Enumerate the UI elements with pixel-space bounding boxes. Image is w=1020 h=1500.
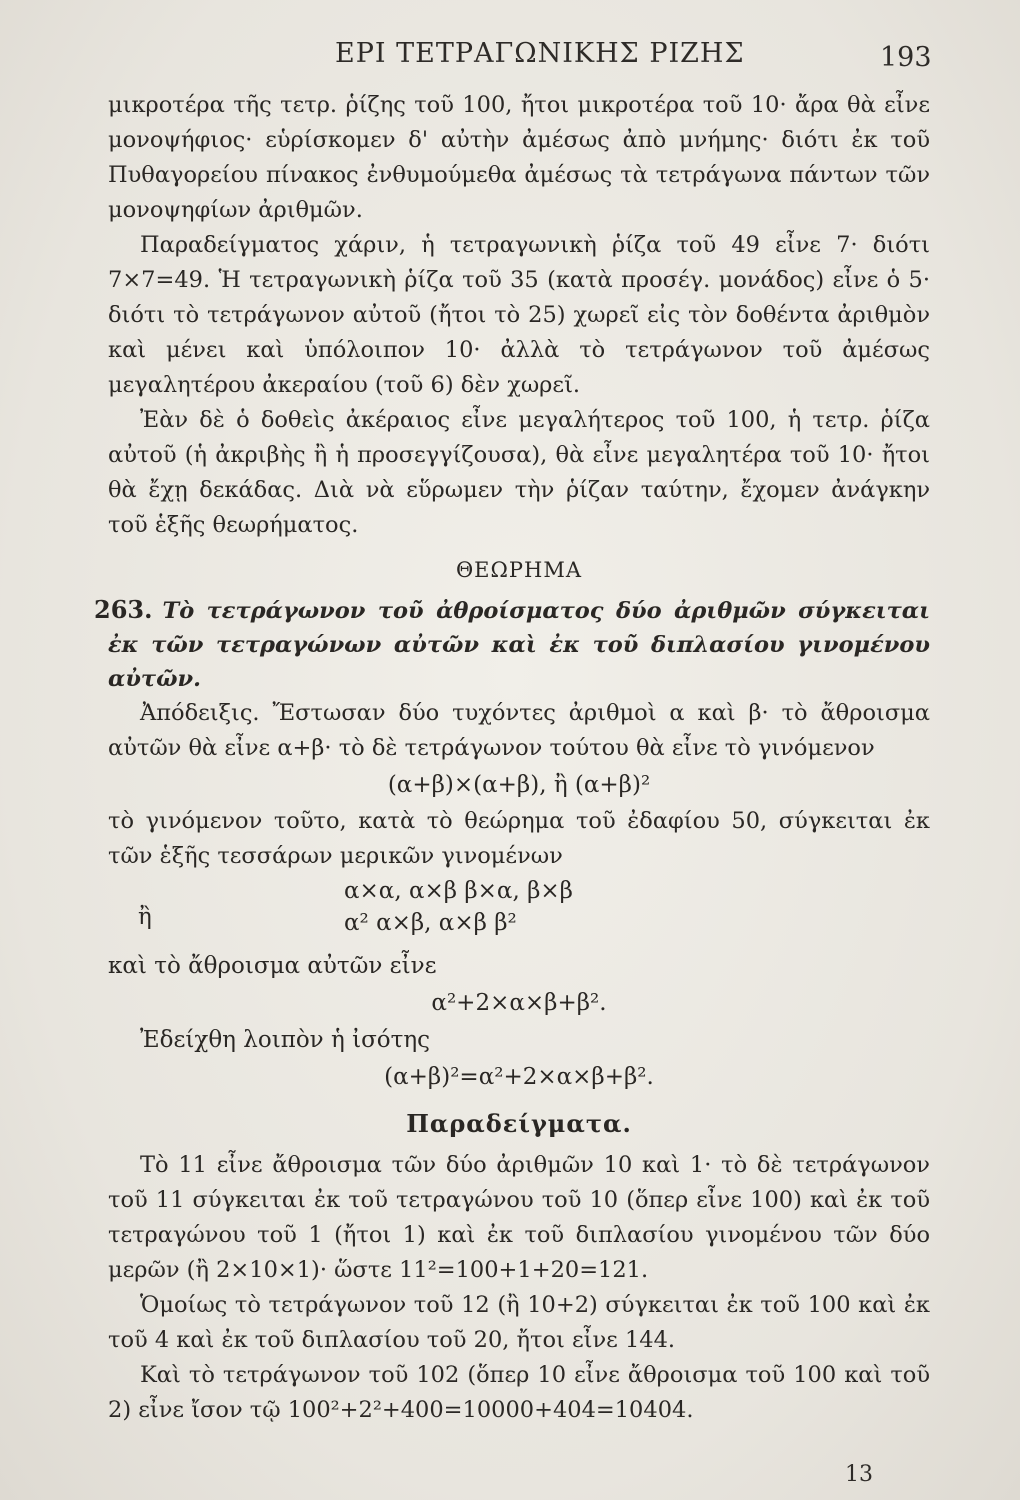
paragraph-1: μικροτέρα τῆς τετρ. ῥίζης τοῦ 100, ἤτοι μικροτέρα τοῦ 10· ἄρα θὰ εἶνε μονοψήφιος· εὑρίσκομεν δ' αὐτὴν ἀμέσως ἀπὸ μνήμης· διότι ἐκ τοῦ Πυθαγορείου πίνακος ἐνθυμούμεθα ἀμέσως τὰ τετράγωνα πάντων τῶν μονοψηφίων ἀριθμῶν. [108, 92, 930, 223]
examples-title: Παραδείγματα. [406, 1109, 632, 1138]
theorem-heading: ΘΕΩΡΗΜΑ [455, 558, 583, 582]
example-2: Ὁμοίως τὸ τετράγωνον τοῦ 12 (ἢ 10+2) σύγκειται ἐκ τοῦ 100 καὶ ἐκ τοῦ 4 καὶ ἐκ τοῦ διπλασίου τοῦ 20, ἤτοι εἶνε 144. [108, 1292, 930, 1353]
page-header [0, 30, 1020, 80]
formula-expanded: α²+2×α×β+β². [431, 990, 607, 1016]
example-1: Τὸ 11 εἶνε ἄθροισμα τῶν δύο ἀριθμῶν 10 καὶ 1· τὸ δὲ τετράγωνον τοῦ 11 σύγκειται ἐκ τοῦ τετραγώνου τοῦ 10 (ὅπερ εἶνε 100) καὶ ἐκ τοῦ τετραγώνου τοῦ 1 (ἤτοι 1) καὶ ἐκ τοῦ διπλασίου γινομένου τῶν δύο μερῶν (ἢ 2×10×1)· ὥστε 11²=100+1+20=121. [108, 1152, 930, 1283]
products-row-1: α×α, α×β β×α, β×β [344, 878, 573, 904]
example-3: Καὶ τὸ τετράγωνον τοῦ 102 (ὅπερ 10 εἶνε ἄθροισμα τοῦ 100 καὶ τοῦ 2) εἶνε ἴσον τῷ 100²+2²+400=10000+404=10404. [108, 1362, 930, 1423]
proof-continuation: τὸ γινόμενον τοῦτο, κατὰ τὸ θεώρημα τοῦ ἐδαφίου 50, σύγκειται ἐκ τῶν ἑξῆς τεσσάρων μερικῶν γινομένων [108, 808, 930, 869]
paragraph-3: Ἐὰν δὲ ὁ δοθεὶς ἀκέραιος εἶνε μεγαλήτερος τοῦ 100, ἡ τετρ. ῥίζα αὐτοῦ (ἡ ἀκριβὴς ἢ ἡ προσεγγίζουσα), θὰ εἶνε μεγαλητέρα τοῦ 10· ἤτοι θὰ ἔχῃ δεκάδας. Διὰ νὰ εὕρωμεν τὴν ῥίζαν ταύτην, ἔχομεν ἀνάγκην τοῦ ἑξῆς θεωρήματος. [108, 407, 930, 538]
or-word: ἢ [138, 904, 152, 930]
running-title: ΕΡΙ ΤΕΤΡΑΓΩΝΙΚΗΣ ΡΙΖΗΣ [335, 38, 745, 69]
proof-intro: Ἀπόδειξις. Ἔστωσαν δύο τυχόντες ἀριθμοὶ α καὶ β· τὸ ἄθροισμα αὐτῶν θὰ εἶνε α+β· τὸ δὲ τετράγωνον τούτου θὰ εἶνε τὸ γινόμενον [108, 700, 930, 761]
shown-equality: Ἐδείχθη λοιπὸν ἡ ἰσότης [140, 1027, 431, 1053]
signature-mark: 13 [845, 1462, 873, 1487]
sum-intro: καὶ τὸ ἄθροισμα αὐτῶν εἶνε [108, 953, 437, 979]
partial-products [108, 874, 930, 948]
theorem-statement [94, 593, 930, 696]
theorem-number: 263. [94, 595, 153, 624]
formula-square-of-sum: (α+β)×(α+β), ἢ (α+β)² [387, 772, 651, 798]
page-number: 193 [880, 42, 932, 73]
products-row-2: α² α×β, α×β β² [344, 910, 517, 936]
page-body [94, 88, 930, 1428]
paragraph-2: Παραδείγματος χάριν, ἡ τετραγωνικὴ ῥίζα τοῦ 49 εἶνε 7· διότι 7×7=49. Ἡ τετραγωνικὴ ῥίζα τοῦ 35 (κατὰ προσέγ. μονάδος) εἶνε ὁ 5· διότι τὸ τετράγωνον αὐτοῦ (ἤτοι τὸ 25) χωρεῖ εἰς τὸν δοθέντα ἀριθμὸν καὶ μένει καὶ ὑπόλοιπον 10· ἀλλὰ τὸ τετράγωνον τοῦ ἀμέσως μεγαλητέρου ἀκεραίου (τοῦ 6) δὲν χωρεῖ. [108, 232, 930, 398]
formula-identity: (α+β)²=α²+2×α×β+β². [384, 1064, 654, 1090]
theorem-text: Τὸ τετράγωνον τοῦ ἀθροίσματος δύο ἀριθμῶν σύγκειται ἐκ τῶν τετραγώνων αὐτῶν καὶ ἐκ τοῦ διπλασίου γινομένου αὐτῶν. [108, 598, 930, 692]
